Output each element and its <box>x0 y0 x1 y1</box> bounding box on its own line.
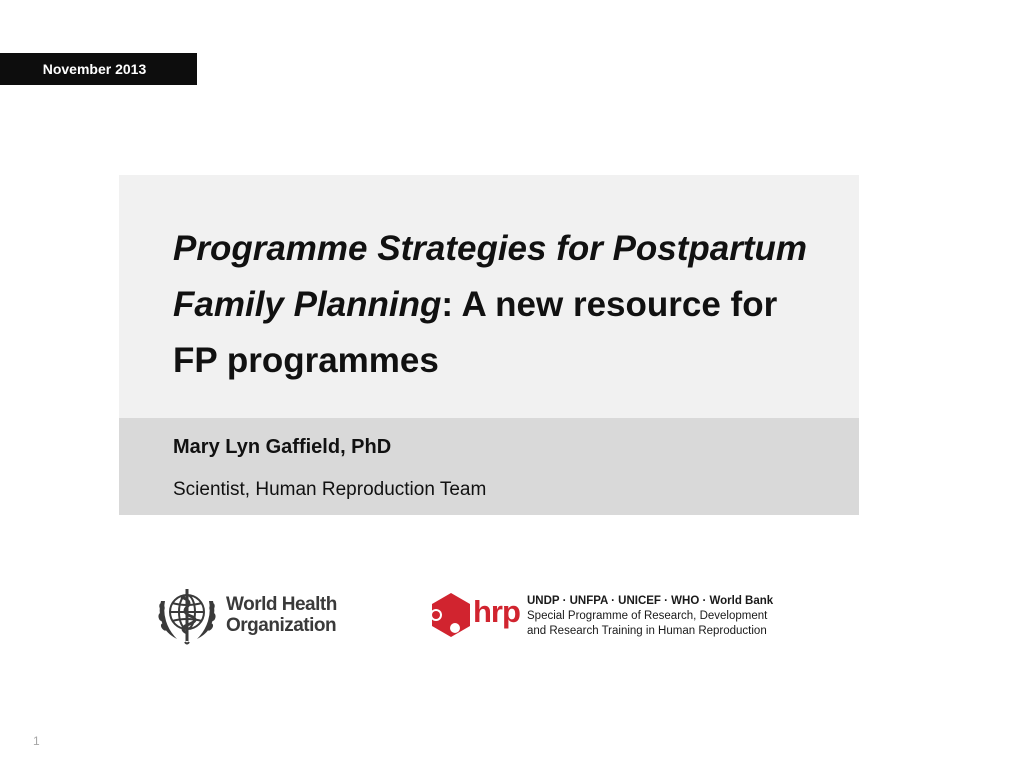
who-line1: World Health <box>226 594 337 615</box>
hrp-wordmark: hrp <box>473 594 520 629</box>
author-panel <box>119 418 859 515</box>
who-emblem-icon <box>155 585 219 645</box>
hrp-logo <box>428 590 788 644</box>
author-role: Scientist, Human Reproduction Team <box>173 479 487 500</box>
hrp-line2: Special Programme of Research, Development <box>527 610 768 622</box>
who-wordmark <box>226 594 337 636</box>
hrp-line1: UNDP · UNFPA · UNICEF · WHO · World Bank <box>527 595 774 607</box>
slide-title <box>173 221 823 389</box>
hrp-tagline <box>527 594 773 639</box>
slide-title-rest: : A new resource for FP programmes <box>173 285 778 380</box>
hrp-hexagon-icon <box>428 592 474 638</box>
slide-title-italic: Programme Strategies for Postpartum Family Planning <box>173 229 808 324</box>
who-logo <box>155 585 350 645</box>
who-line2: Organization <box>226 615 337 636</box>
date-label: November 2013 <box>0 53 197 85</box>
author-name: Mary Lyn Gaffield, PhD <box>173 436 392 458</box>
page-number: 1 <box>33 734 40 748</box>
hrp-line3: and Research Training in Human Reproduction <box>527 625 767 637</box>
title-panel <box>119 175 859 418</box>
